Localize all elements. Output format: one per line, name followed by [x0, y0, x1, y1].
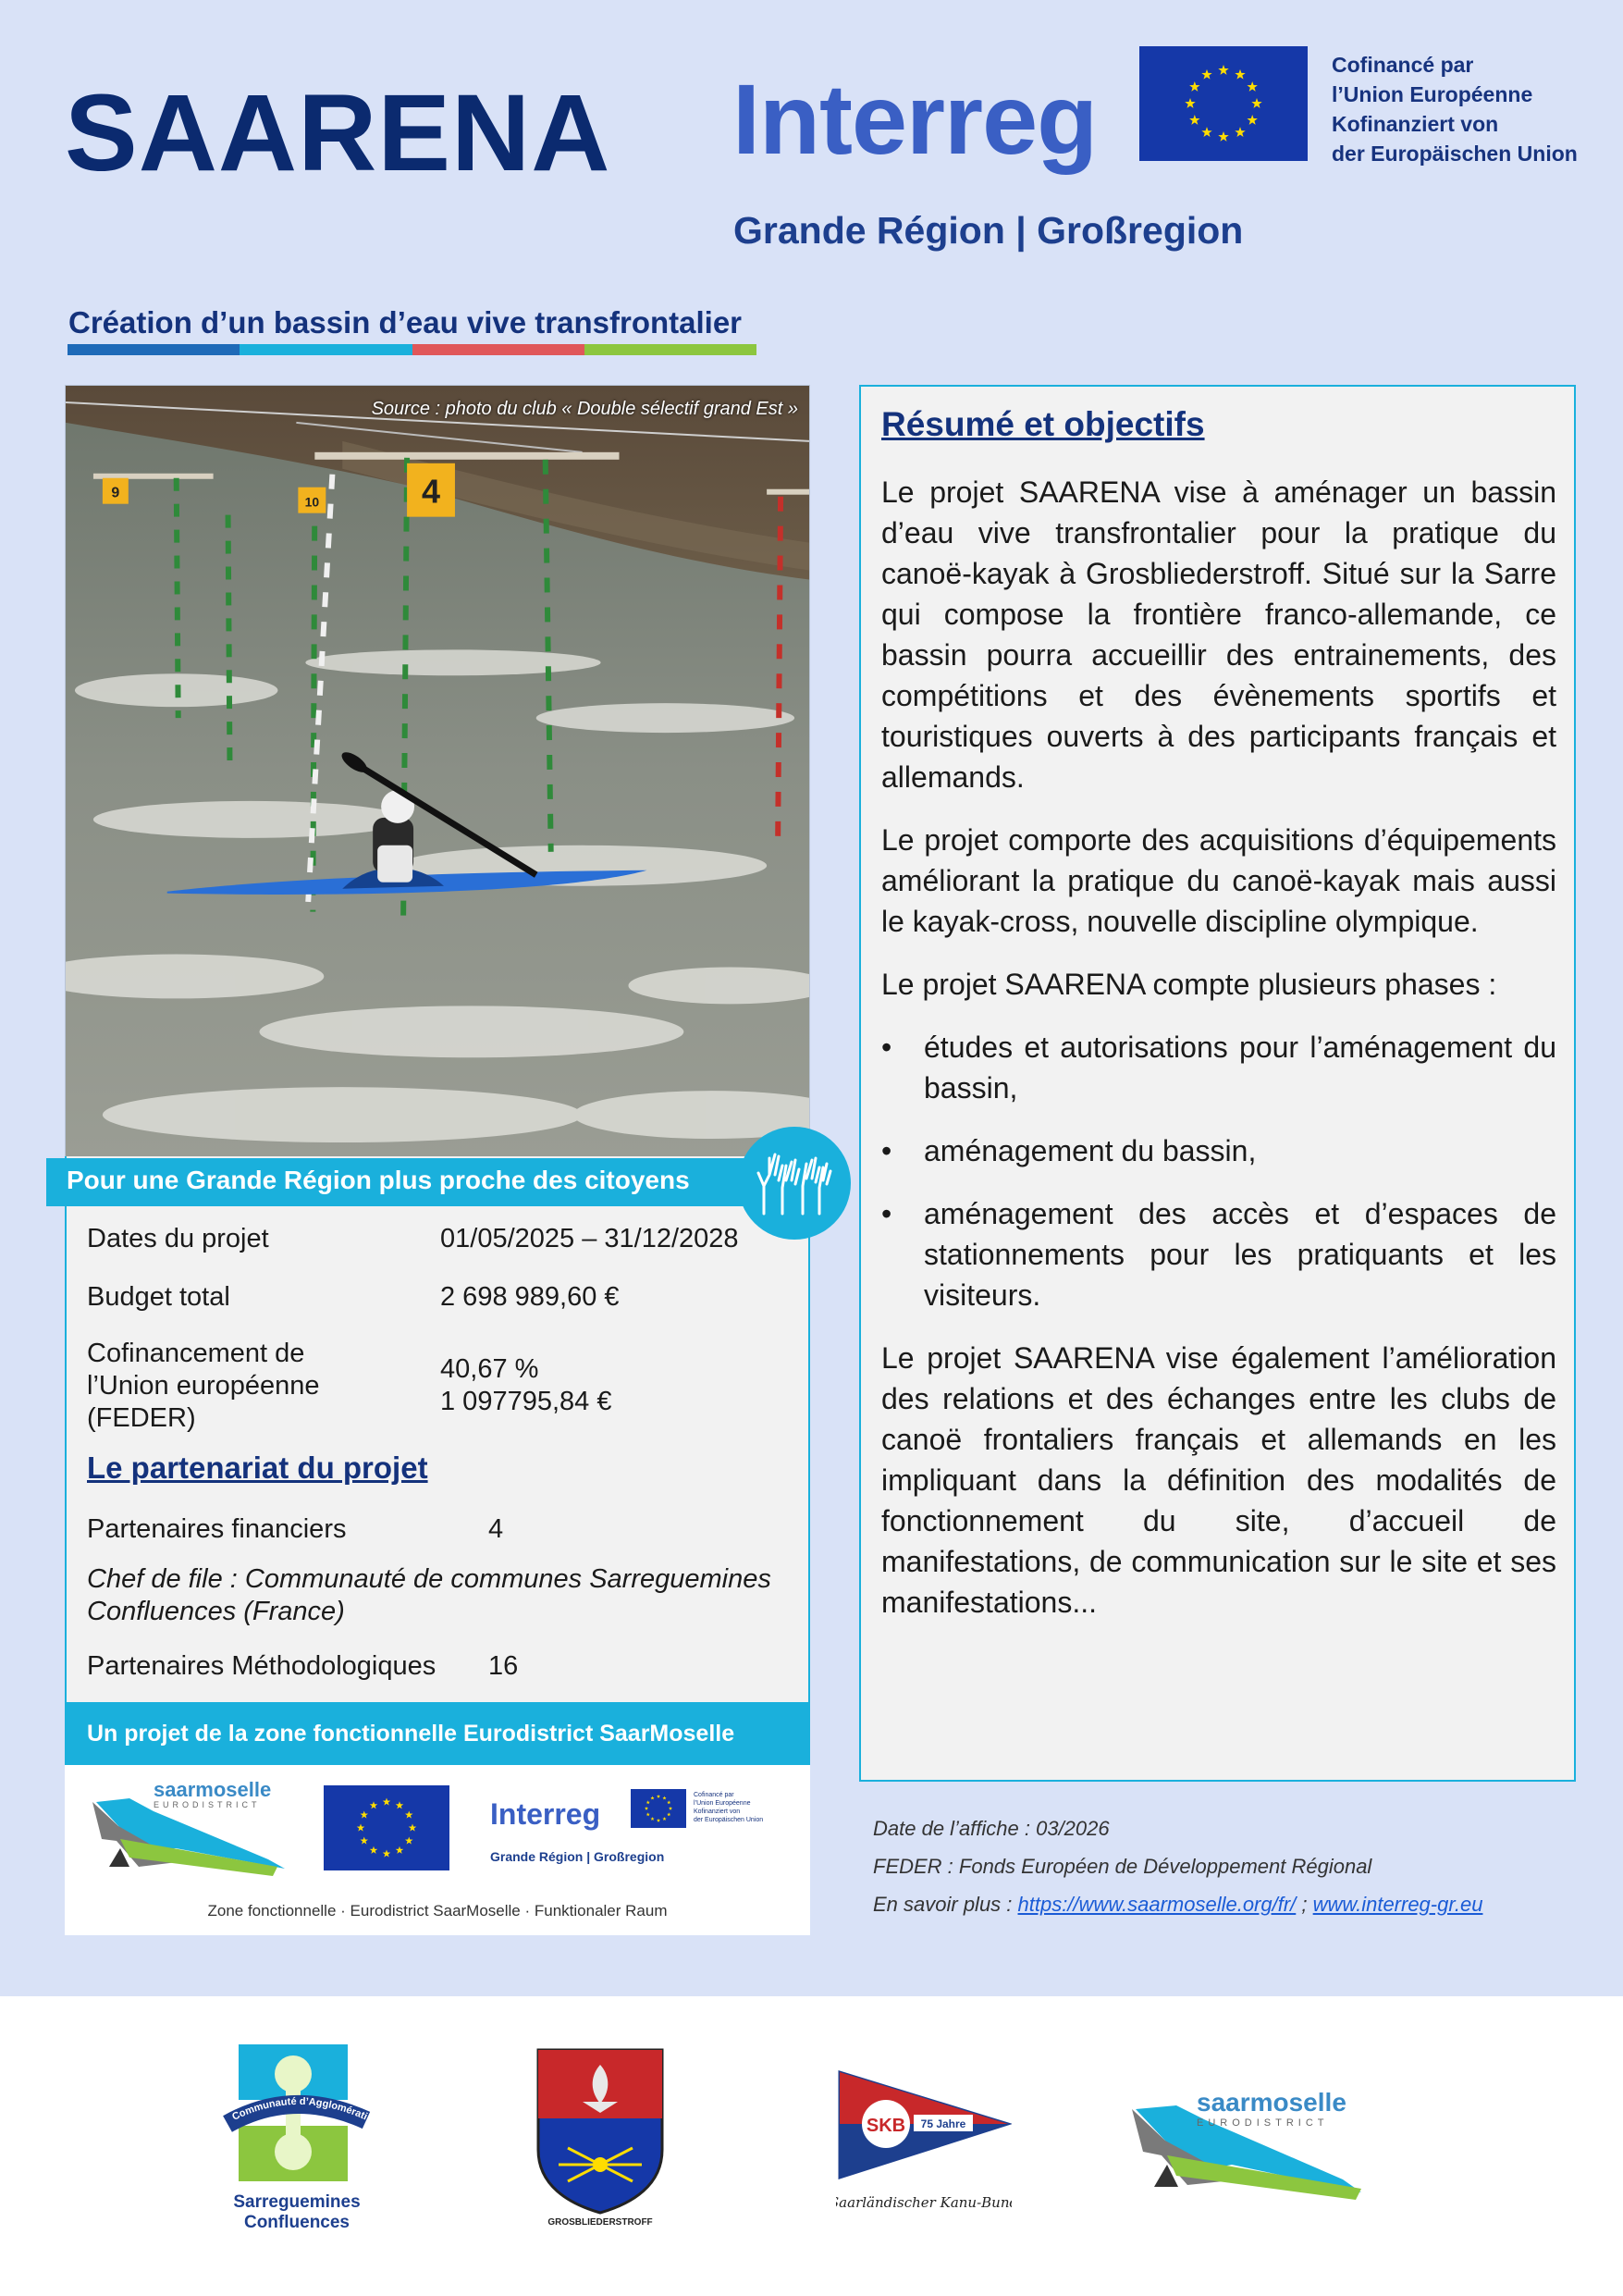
financial-partners-label: Partenaires financiers — [87, 1514, 347, 1544]
footnotes — [873, 1809, 1482, 1923]
eu-star — [1201, 127, 1211, 137]
eu-caption-line: Cofinancé par — [1332, 53, 1474, 77]
cofinancing-label-line: Cofinancement de — [87, 1339, 305, 1368]
skb-name: Saarländischer Kanu-Bund — [836, 2194, 1012, 2211]
summary-title: Résumé et objectifs — [881, 405, 1205, 443]
eu-caption-tiny: l’Union Européenne — [694, 1800, 751, 1807]
interreg-link[interactable]: www.interreg-gr.eu — [1312, 1893, 1483, 1916]
summary-paragraph: Le projet comporte des acquisitions d’équipements améliorant la pratique du canoë-kayak mais aussi le kayak-cross, nouvelle discipline olympique. — [881, 823, 1556, 938]
color-stripes — [68, 344, 756, 355]
summary-paragraph: Le projet SAARENA vise à aménager un bassin d’eau vive transfrontalier pour la pratique du canoë-kayak à Grosbliederstroff. Situé sur la Sarre qui compose la frontière franco-allemande, ce bassin pourra accueillir des entrainements, des compétitions et des évènements sportifs et touristiques ouverts à des participants français et allemands. — [881, 475, 1556, 794]
gate-number: 9 — [111, 485, 120, 501]
zone-caption: Zone fonctionnelle · Eurodistrict SaarMoselle · Funktionaler Raum — [207, 1902, 668, 1920]
eu-star — [1218, 131, 1228, 142]
interreg-logo: Interreg — [732, 63, 1098, 175]
phase-item: • études et autorisations pour l’aménagement du bassin, — [881, 1027, 1556, 1108]
skb-years: 75 Jahre — [920, 2117, 966, 2130]
phase-item: • aménagement des accès et d’espaces de stationnements pour les pratiquants et les visiteurs. — [881, 1193, 1556, 1315]
budget-label: Budget total — [87, 1282, 230, 1312]
zone-band: Un projet de la zone fonctionnelle Eurodistrict SaarMoselle — [65, 1702, 810, 1765]
eu-star — [1235, 69, 1245, 80]
eu-caption-line: l’Union Européenne — [1332, 82, 1533, 106]
dates-label: Dates du projet — [87, 1224, 269, 1253]
cofinancing-amount: 1 097795,84 € — [440, 1387, 612, 1416]
sarreguemines-name: Sarreguemines — [233, 2192, 361, 2212]
eu-cofinancing-caption — [1332, 50, 1578, 168]
phases-list — [881, 1027, 1556, 1315]
partner-logos-box — [65, 1765, 810, 1935]
summary-panel — [859, 385, 1576, 1782]
stripe — [68, 344, 240, 355]
card-band-title: Pour une Grande Région plus proche des citoyens — [46, 1158, 777, 1206]
eu-flag-icon — [1139, 46, 1308, 161]
eu-star — [1218, 65, 1228, 75]
sarreguemines-logo — [218, 2041, 375, 2244]
page-title: SAARENA — [65, 72, 611, 194]
budget-value: 2 698 989,60 € — [440, 1282, 620, 1312]
summary-paragraph: Le projet SAARENA vise également l’amélioration des relations et des échanges entre les clubs de canoë frontaliers français et allemands en les impliquant dans la définition des modalités de fonctionnement du site, d’accueil de manifestations, de communication sur le site et ses manifestations... — [881, 1341, 1556, 1619]
stripe — [240, 344, 412, 355]
eu-star — [1235, 127, 1245, 137]
gate-number: 10 — [304, 494, 320, 510]
region-small: Grande Région | Großregion — [490, 1849, 665, 1864]
eu-caption-tiny: Kofinanziert von — [694, 1808, 741, 1815]
dates-value: 01/05/2025 – 31/12/2028 — [440, 1224, 739, 1253]
cofinancing-value — [440, 1353, 611, 1418]
cofinancing-label-line: (FEDER) — [87, 1403, 196, 1433]
eu-star — [1185, 98, 1195, 108]
raised-hands-icon — [738, 1127, 851, 1240]
financial-partners-value: 4 — [488, 1514, 504, 1544]
eu-star — [1201, 69, 1211, 80]
project-subtitle: Création d’un bassin d’eau vive transfrontalier — [68, 305, 743, 339]
summary-body — [881, 472, 1556, 1645]
eu-star — [1247, 81, 1257, 92]
saarmoselle-link[interactable]: https://www.saarmoselle.org/fr/ — [1017, 1893, 1297, 1916]
cofinancing-label — [87, 1338, 320, 1435]
kayak-photo — [65, 385, 810, 1158]
eu-star — [1247, 115, 1257, 125]
eu-star — [1189, 115, 1199, 125]
phase-item: • aménagement du bassin, — [881, 1130, 1556, 1171]
eu-star — [1189, 81, 1199, 92]
eurodistrict-text: EURODISTRICT — [154, 1800, 261, 1809]
eurodistrict-footer-text: EURODISTRICT — [1197, 2117, 1329, 2129]
eu-caption-tiny: Cofinancé par — [694, 1792, 734, 1798]
grosbliederstroff-logo — [531, 2046, 670, 2228]
gate-number: 4 — [422, 472, 441, 511]
grosbliederstroff-text: GROSBLIEDERSTROFF — [547, 2217, 653, 2228]
more-info — [873, 1885, 1482, 1923]
saarmoselle-footer-text: saarmoselle — [1197, 2091, 1346, 2117]
stripe — [584, 344, 756, 355]
interreg-region-label: Grande Région | Großregion — [733, 209, 1244, 252]
eu-caption-line: der Europäischen Union — [1332, 142, 1578, 166]
saarmoselle-text: saarmoselle — [154, 1778, 272, 1801]
saarmoselle-eurodistrict-logo — [1130, 2091, 1371, 2211]
methodological-partners-label: Partenaires Méthodologiques — [87, 1651, 436, 1681]
interreg-small: Interreg — [490, 1797, 601, 1831]
sarreguemines-ring-text: Communauté d’Agglomérati — [230, 2095, 369, 2123]
methodological-partners-value: 16 — [488, 1651, 519, 1681]
skb-letters: SKB — [866, 2116, 906, 2136]
poster-date: Date de l’affiche : 03/2026 — [873, 1817, 1110, 1840]
eu-star — [1251, 98, 1261, 108]
partnership-heading: Le partenariat du projet — [87, 1450, 428, 1485]
photo-credit: Source : photo du club « Double sélectif grand Est » — [371, 399, 798, 419]
confluences-name: Confluences — [243, 2213, 350, 2232]
cofinancing-label-line: l’Union européenne — [87, 1371, 320, 1401]
lead-partner: Chef de file : Communauté de communes Sarreguemines Confluences (France) — [87, 1564, 771, 1626]
saarland-kanu-bund-logo — [836, 2065, 1012, 2222]
eu-caption-line: Kofinanziert von — [1332, 112, 1499, 136]
feder-definition: FEDER : Fonds Européen de Développement Régional — [873, 1855, 1372, 1878]
stripe — [412, 344, 584, 355]
link-separator: ; — [1296, 1893, 1313, 1916]
summary-paragraph: Le projet SAARENA compte plusieurs phases : — [881, 968, 1497, 1001]
more-info-label: En savoir plus : — [873, 1893, 1018, 1916]
cofinancing-rate: 40,67 % — [440, 1354, 539, 1384]
eu-caption-tiny: der Europäischen Union — [694, 1817, 764, 1823]
